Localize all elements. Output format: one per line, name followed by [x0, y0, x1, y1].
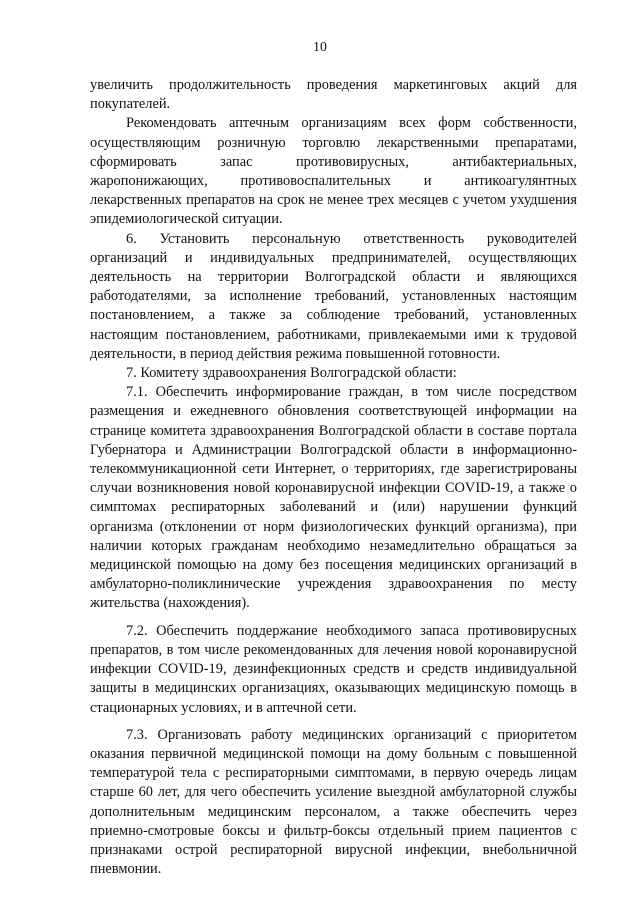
paragraph-item-7-3: 7.3. Организовать работу медицинских организаций с приоритетом оказания первичной медицинской помощи на дому больным с повышенной температурой тела с респираторными симптомами, в первую очередь лицам старше 60 лет, для чего обеспечить усиление выездной амбулаторной службы дополнительным медицинским персоналом, а также обеспечить через приемно-смотровые боксы и фильтр-боксы отдельный прием пациентов с признаками острой респираторной вирусной инфекции, внебольничной пневмонии.: [90, 726, 577, 878]
paragraph-continuation: увеличить продолжительность проведения маркетинговых акций для покупателей.: [90, 77, 577, 113]
paragraph-item-7-heading: 7. Комитету здравоохранения Волгоградской области:: [126, 365, 457, 382]
paragraph-item-7-1: 7.1. Обеспечить информирование граждан, в том числе посредством размещения и ежедневного обновления соответствующей информации на странице комитета здравоохранения Волгоградской области в составе портала Губернатора и Администрации Волгоградской области в информационно-телекоммуникационной сети Интернет, о территориях, где зарегистрированы случаи возникновения новой коронавирусной инфекции COVID-19, а также о симптомах респираторных заболеваний и (или) нарушении функций организма (отклонении от норм физиологических функций организма), при наличии которых гражданам необходимо незамедлительно обращаться за медицинской помощью на дому без посещения медицинских организаций в амбулаторно-поликлинические учреждения здравоохранения по месту жительства (нахождения).: [90, 384, 577, 612]
page-number: 10: [313, 40, 327, 55]
paragraph-item-7-2: 7.2. Обеспечить поддержание необходимого запаса противовирусных препаратов, в том числе рекомендованных для лечения новой коронавирусной инфекции COVID-19, дезинфекционных средств и средств индивидуальной защиты в медицинских организациях, оказывающих медицинскую помощь в стационарных условиях, и в аптечной сети.: [90, 622, 577, 716]
document-body: [90, 76, 577, 879]
paragraph-pharmacy-recommendation: Рекомендовать аптечным организациям всех форм собственности, осуществляющим розничную торговлю лекарственными препаратами, сформировать запас противовирусных, антибактериальных, жаропонижающих, противовоспалительных и антикоагулянтных лекарственных препаратов на срок не менее трех месяцев с учетом ухудшения эпидемиологической ситуации.: [90, 115, 577, 228]
paragraph-item-6: 6. Установить персональную ответственность руководителей организаций и индивидуальных предпринимателей, осуществляющих деятельность на территории Волгоградской области и являющихся работодателями, за исполнение требований, установленных настоящим постановлением, а также за соблюдение требований, установленных настоящим постановлением, работниками, привлекаемыми ими к трудовой деятельности, в период действия режима повышенной готовности.: [90, 230, 577, 362]
